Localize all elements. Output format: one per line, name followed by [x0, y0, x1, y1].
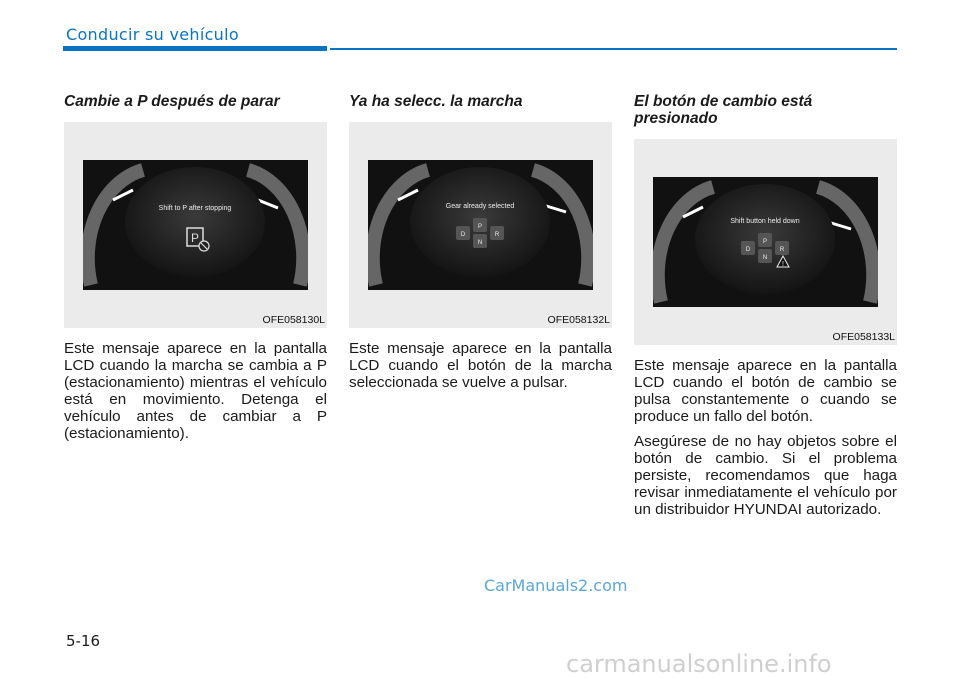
section-title: Cambie a P después de parar: [64, 93, 280, 110]
svg-text:R: R: [779, 247, 785, 253]
header-rule-thin: [330, 48, 897, 50]
column-shift-to-p: [64, 93, 327, 442]
svg-text:N: N: [762, 255, 768, 261]
column-gear-already-selected: [349, 93, 612, 391]
svg-text:P: P: [477, 224, 483, 230]
svg-text:D: D: [745, 247, 751, 253]
description-paragraph: Este mensaje aparece en la pantalla LCD cuando la marcha se cambia a P (estacionamiento) mientras el vehículo está en movimiento. Detenga el vehículo antes de cambiar a P (estacionamiento).: [64, 340, 327, 442]
figure-code: OFE058132L: [547, 314, 610, 326]
section-title: El botón de cambio está presionado: [634, 93, 813, 127]
description-paragraph: Asegúrese de no hay objetos sobre el botón de cambio. Si el problema persiste, recomendamos que haga revisar inmediatamente el vehículo por un distribuidor HYUNDAI autorizado.: [634, 433, 897, 518]
cluster-figure: [64, 122, 327, 328]
cluster-figure: [634, 139, 897, 345]
figure-code: OFE058133L: [832, 331, 895, 343]
cluster-display-illustration: [368, 160, 593, 290]
cluster-display-illustration: [83, 160, 308, 290]
description-paragraph: Este mensaje aparece en la pantalla LCD cuando el botón de cambio se pulsa constantemente o cuando se produce un fallo del botón.: [634, 357, 897, 425]
section-title: Ya ha selecc. la marcha: [349, 93, 523, 110]
svg-text:R: R: [494, 232, 500, 238]
watermark-link[interactable]: CarManuals2.com: [484, 576, 628, 595]
svg-text:!: !: [782, 261, 784, 268]
section-header-title: Conducir su vehículo: [66, 25, 239, 44]
screen-message: Shift to P after stopping: [158, 205, 232, 212]
svg-text:D: D: [460, 232, 466, 238]
description-paragraph: Este mensaje aparece en la pantalla LCD cuando el botón de la marcha seleccionada se vuelve a pulsar.: [349, 340, 612, 391]
svg-text:N: N: [477, 240, 483, 246]
page-number: 5-16: [66, 632, 101, 650]
cluster-figure: [349, 122, 612, 328]
cluster-display-illustration: [653, 177, 878, 307]
figure-code: OFE058130L: [262, 314, 325, 326]
header-rule-thick: [63, 46, 327, 51]
svg-text:P: P: [190, 231, 200, 245]
footer-watermark: carmanualsonline.info: [566, 650, 832, 678]
screen-message: Shift button held down: [730, 218, 800, 225]
svg-text:P: P: [762, 239, 768, 245]
screen-message: Gear already selected: [445, 203, 515, 210]
column-shift-button-held: [634, 93, 897, 518]
